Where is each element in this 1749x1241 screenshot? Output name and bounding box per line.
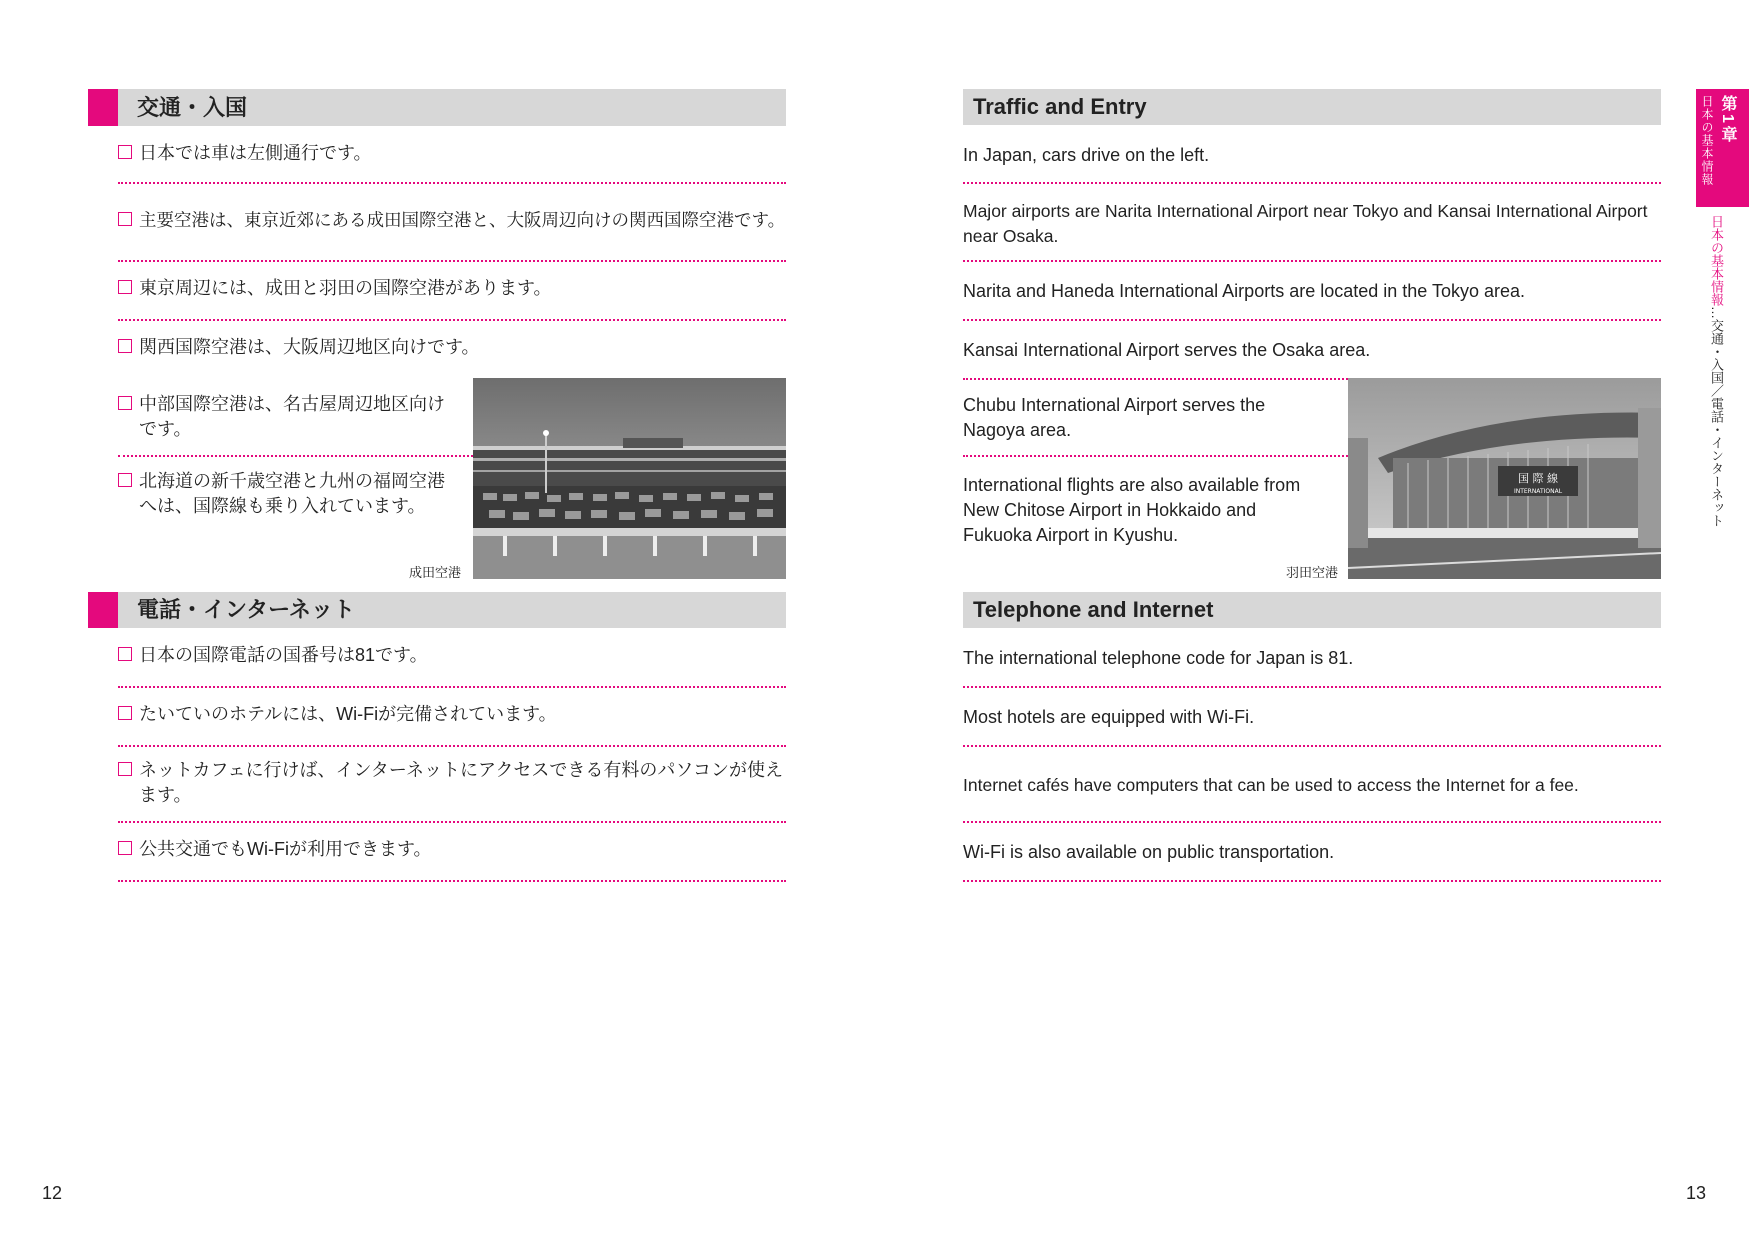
checkbox[interactable]	[118, 706, 132, 720]
en-section-header-traffic	[963, 89, 1661, 125]
en-section-header-telephone	[963, 592, 1661, 628]
checkbox[interactable]	[118, 339, 132, 353]
divider	[963, 880, 1661, 882]
jp-section-header-traffic	[88, 89, 786, 126]
list-item: 北海道の新千歳空港と九州の福岡空港へは、国際線も乗り入れています。	[118, 469, 448, 519]
list-item: 日本では車は左側通行です。	[118, 141, 786, 166]
list-item: Internet cafés have computers that can be used to access the Internet for a fee.	[963, 775, 1579, 795]
list-item: 中部国際空港は、名古屋周辺地区向けです。	[118, 392, 448, 442]
divider	[963, 455, 1348, 457]
running-head-chapter: 日本の基本情報	[1709, 215, 1724, 306]
divider	[963, 319, 1661, 321]
checkbox[interactable]	[118, 647, 132, 661]
terminal-sign: 国 際 線	[1518, 472, 1558, 485]
divider	[118, 821, 786, 823]
checkbox[interactable]	[118, 280, 132, 294]
checkbox[interactable]	[118, 841, 132, 855]
list-item: たいていのホテルには、Wi-Fiが完備されています。	[118, 702, 786, 727]
checkbox[interactable]	[118, 212, 132, 226]
divider	[963, 182, 1661, 184]
section-marker	[88, 89, 118, 126]
divider	[118, 455, 473, 457]
list-item: 東京周辺には、成田と羽田の国際空港があります。	[118, 276, 786, 301]
checkbox[interactable]	[118, 762, 132, 776]
chapter-number: 第1章	[1719, 95, 1736, 145]
running-head-sections: …交通・入国／電話・インターネット	[1709, 306, 1724, 527]
list-item: Chubu International Airport serves the Nagoya area.	[963, 395, 1266, 440]
photo-caption: 成田空港	[409, 565, 462, 580]
running-head	[1708, 215, 1724, 527]
page-number-left: 12	[42, 1183, 63, 1203]
divider	[118, 686, 786, 688]
section-title: 電話・インターネット	[137, 597, 356, 622]
haneda-airport-photo	[1348, 378, 1661, 579]
narita-airport-photo	[473, 378, 786, 579]
divider	[963, 686, 1661, 688]
list-item: 関西国際空港は、大阪周辺地区向けです。	[118, 335, 786, 360]
divider	[118, 880, 786, 882]
section-title: Traffic and Entry	[973, 94, 1147, 119]
list-item: Wi-Fi is also available on public transportation.	[963, 842, 1335, 862]
checkbox[interactable]	[118, 473, 132, 487]
divider	[963, 378, 1348, 380]
terminal-sign-en: INTERNATIONAL	[1513, 488, 1563, 495]
list-item: International flights are also available from New Chitose Airport in Hokkaido and Fukuoka Airport in Kyushu.	[963, 475, 1301, 545]
divider	[963, 260, 1661, 262]
checkbox[interactable]	[118, 396, 132, 410]
divider	[963, 745, 1661, 747]
list-item: 主要空港は、東京近郊にある成田国際空港と、大阪周辺向けの関西国際空港です。	[118, 208, 786, 233]
section-title: 交通・入国	[137, 95, 248, 120]
divider	[118, 745, 786, 747]
divider	[118, 319, 786, 321]
divider	[963, 821, 1661, 823]
divider	[118, 260, 786, 262]
list-item: Major airports are Narita International Airport near Tokyo and Kansai International Airport near Osaka.	[963, 201, 1648, 246]
list-item: Most hotels are equipped with Wi-Fi.	[963, 707, 1255, 727]
chapter-tab[interactable]	[1696, 89, 1749, 207]
list-item: Narita and Haneda International Airports are located in the Tokyo area.	[963, 281, 1526, 301]
checkbox[interactable]	[118, 145, 132, 159]
section-title: Telephone and Internet	[973, 597, 1214, 622]
list-item: ネットカフェに行けば、インターネットにアクセスできる有料のパソコンが使えます。	[118, 758, 786, 808]
list-item: 日本の国際電話の国番号は81です。	[118, 643, 786, 668]
list-item: 公共交通でもWi-Fiが利用できます。	[118, 837, 786, 862]
section-marker	[88, 592, 118, 628]
photo-caption: 羽田空港	[1286, 565, 1339, 580]
jp-section-header-telephone	[88, 592, 786, 628]
chapter-title: 日本の基本情報	[1700, 95, 1714, 186]
page-number-right: 13	[1686, 1183, 1707, 1203]
list-item: Kansai International Airport serves the Osaka area.	[963, 340, 1371, 360]
list-item: The international telephone code for Japan is 81.	[963, 648, 1354, 668]
list-item: In Japan, cars drive on the left.	[963, 145, 1210, 165]
divider	[118, 182, 786, 184]
